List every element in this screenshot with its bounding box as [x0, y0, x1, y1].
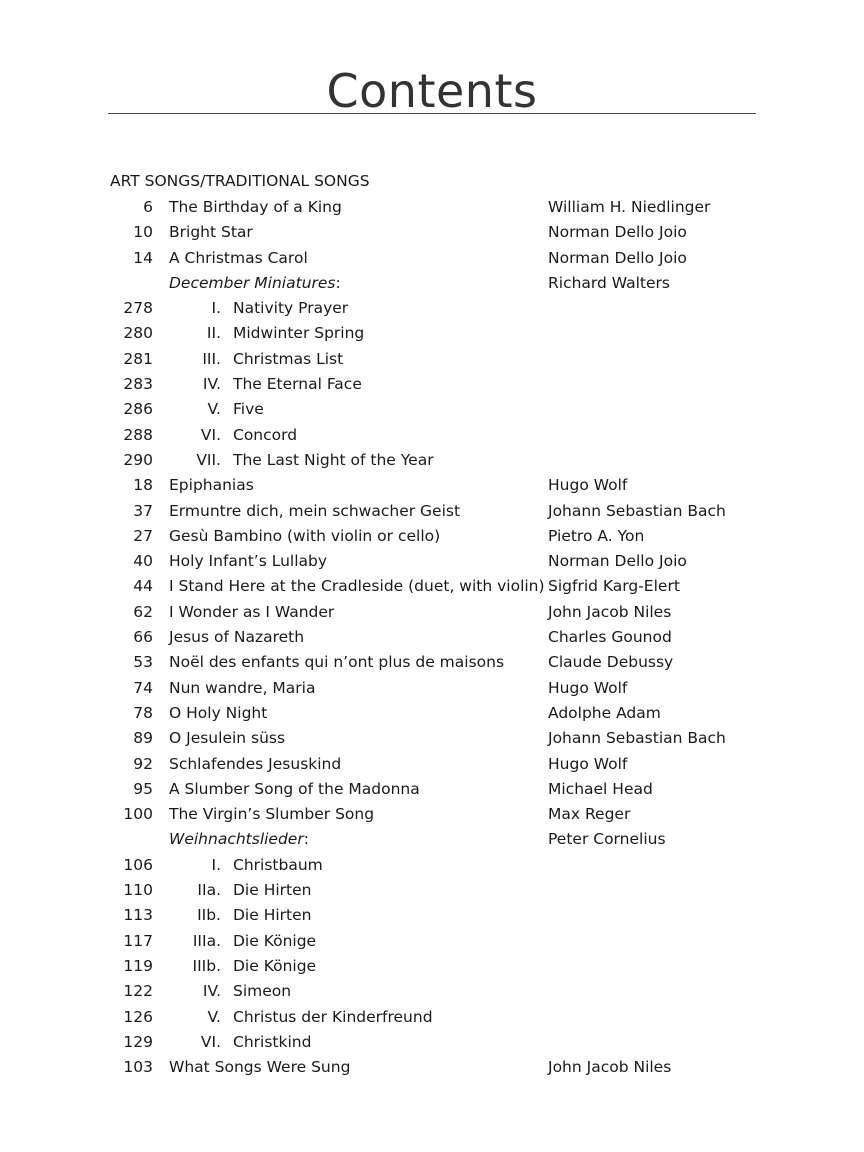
toc-entry[interactable] [0, 879, 864, 904]
toc-title-text: I Stand Here at the Cradleside (duet, with violin) [169, 577, 545, 596]
toc-page-number: 103 [123, 1058, 153, 1077]
toc-title [169, 753, 341, 775]
toc-entry[interactable] [0, 525, 864, 550]
toc-page-number: 40 [133, 552, 153, 571]
toc-movement-title: Christus der Kinderfreund [233, 1007, 433, 1026]
toc-title-suffix: : [335, 273, 341, 292]
toc-movement-title: Nativity Prayer [233, 299, 349, 318]
toc-title [169, 828, 309, 850]
toc-page-number: 62 [133, 602, 153, 621]
toc-movement-number: VI. [200, 425, 221, 444]
toc-composer: Pietro A. Yon [548, 526, 645, 545]
toc-page-number: 122 [123, 982, 153, 1001]
toc-entry[interactable] [0, 398, 864, 423]
toc-title [169, 651, 504, 673]
toc-movement-number: II. [206, 324, 221, 343]
toc-entry[interactable] [0, 854, 864, 879]
toc-movement-title: The Last Night of the Year [233, 450, 434, 469]
toc-entry[interactable] [0, 980, 864, 1005]
toc-title [169, 601, 334, 623]
toc-page-number: 283 [123, 375, 153, 394]
toc-page-number: 129 [123, 1032, 153, 1051]
toc-page-number: 74 [133, 678, 153, 697]
toc-movement-number: VI. [200, 1032, 221, 1051]
toc-entry[interactable] [0, 373, 864, 398]
toc-title-text: Jesus of Nazareth [169, 628, 305, 647]
toc-movement-number: I. [211, 855, 221, 874]
toc-composer: Sigfrid Karg-Elert [548, 577, 680, 596]
toc-page-number: 106 [123, 855, 153, 874]
toc-composer: Charles Gounod [548, 628, 672, 647]
toc-composer: Norman Dello Joio [548, 552, 687, 571]
toc-page-number: 113 [123, 906, 153, 925]
toc-entry[interactable] [0, 297, 864, 322]
toc-entry[interactable] [0, 803, 864, 828]
toc-page-number: 290 [123, 450, 153, 469]
toc-entry[interactable] [0, 424, 864, 449]
toc-title [169, 702, 267, 724]
toc-title [169, 727, 285, 749]
toc-title [169, 1056, 350, 1078]
toc-entry[interactable] [0, 727, 864, 752]
toc-title [169, 778, 420, 800]
toc-title-text: Schlafendes Jesuskind [169, 754, 342, 773]
toc-title-text: What Songs Were Sung [169, 1058, 351, 1077]
toc-entry[interactable] [0, 955, 864, 980]
toc-page-number: 119 [123, 956, 153, 975]
toc-entry[interactable] [0, 626, 864, 651]
toc-movement-title: The Eternal Face [233, 375, 362, 394]
toc-movement-title: Die Könige [233, 931, 317, 950]
toc-entry[interactable] [0, 575, 864, 600]
toc-title-text: Gesù Bambino (with violin or cello) [169, 526, 441, 545]
toc-page-number: 126 [123, 1007, 153, 1026]
toc-composer: Michael Head [548, 779, 653, 798]
toc-movement-number: III. [202, 349, 221, 368]
toc-title [169, 500, 460, 522]
toc-page-number: 280 [123, 324, 153, 343]
toc-entry[interactable] [0, 449, 864, 474]
toc-title-text: Weihnachtslieder [169, 830, 304, 849]
toc-entry[interactable] [0, 753, 864, 778]
toc-composer: Norman Dello Joio [548, 223, 687, 242]
toc-page-number: 288 [123, 425, 153, 444]
toc-title [169, 221, 253, 243]
toc-page-number: 18 [133, 476, 153, 495]
toc-title-text: Nun wandre, Maria [169, 678, 316, 697]
toc-page-number: 66 [133, 628, 153, 647]
toc-movement-title: Concord [233, 425, 298, 444]
toc-composer: John Jacob Niles [548, 1058, 672, 1077]
toc-title-text: O Jesulein süss [169, 729, 286, 748]
toc-entry[interactable] [0, 247, 864, 272]
toc-page-number: 110 [123, 881, 153, 900]
toc-title-suffix: : [303, 830, 309, 849]
toc-title-text: Ermuntre dich, mein schwacher Geist [169, 501, 461, 520]
toc-title-text: The Virgin’s Slumber Song [169, 805, 375, 824]
toc-composer: Max Reger [548, 805, 631, 824]
page-title: Contents [326, 64, 538, 118]
toc-composer: Norman Dello Joio [548, 248, 687, 267]
toc-entry[interactable] [0, 651, 864, 676]
toc-entry[interactable] [0, 601, 864, 626]
toc-movement-number: V. [207, 1007, 221, 1026]
toc-title [169, 626, 304, 648]
toc-movement-title: Five [233, 400, 264, 419]
toc-movement-number: V. [207, 400, 221, 419]
toc-composer: Peter Cornelius [548, 830, 666, 849]
toc-composer: Claude Debussy [548, 653, 674, 672]
toc-entry[interactable] [0, 348, 864, 373]
toc-movement-number: IV. [202, 982, 221, 1001]
toc-composer: Hugo Wolf [548, 476, 628, 495]
toc-title [169, 575, 545, 597]
toc-entry[interactable] [0, 474, 864, 499]
toc-composer: William H. Niedlinger [548, 198, 711, 216]
toc-entry[interactable] [0, 221, 864, 246]
toc-composer: John Jacob Niles [548, 602, 672, 621]
toc-entry[interactable] [0, 550, 864, 575]
toc-composer: Hugo Wolf [548, 754, 628, 773]
toc-composer: Johann Sebastian Bach [548, 501, 726, 520]
toc-title-text: O Holy Night [169, 703, 268, 722]
toc-movement-number: IIb. [197, 906, 221, 925]
toc-composer: Adolphe Adam [548, 703, 661, 722]
toc-movement-title: Christkind [233, 1032, 312, 1051]
toc-page-number: 278 [123, 299, 153, 318]
toc-entry[interactable] [0, 904, 864, 929]
toc-title-text: The Birthday of a King [169, 198, 342, 216]
toc-entry[interactable] [0, 322, 864, 347]
toc-page-number: 95 [133, 779, 153, 798]
toc-entry[interactable] [0, 778, 864, 803]
toc-page-number: 6 [143, 198, 153, 216]
toc-title-text: A Slumber Song of the Madonna [169, 779, 420, 798]
toc-page-number: 286 [123, 400, 153, 419]
toc-title [169, 677, 315, 699]
toc-composer: Johann Sebastian Bach [548, 729, 726, 748]
toc-page-number: 117 [123, 931, 153, 950]
toc-page-number: 92 [133, 754, 153, 773]
toc-movement-number: IIa. [197, 881, 221, 900]
toc-title [169, 525, 440, 547]
toc-entry[interactable] [0, 702, 864, 727]
toc-title [169, 474, 254, 496]
toc-entry[interactable] [0, 1006, 864, 1031]
toc-entry[interactable] [0, 272, 864, 297]
toc-page-number: 27 [133, 526, 153, 545]
toc-page-number: 100 [123, 805, 153, 824]
toc-title [169, 550, 327, 572]
toc-title-text: December Miniatures [169, 273, 336, 292]
toc-entry[interactable] [0, 930, 864, 955]
toc-movement-title: Simeon [233, 982, 292, 1001]
toc-title-text: A Christmas Carol [169, 248, 308, 267]
toc-movement-title: Die Hirten [233, 881, 312, 900]
toc-movement-number: I. [211, 299, 221, 318]
toc-entry[interactable] [0, 500, 864, 525]
toc-page-number: 10 [133, 223, 153, 242]
table-of-contents [0, 196, 864, 1081]
title-divider [108, 113, 756, 114]
toc-movement-number: IIIb. [192, 956, 221, 975]
toc-page-number: 78 [133, 703, 153, 722]
toc-movement-title: Christbaum [233, 855, 323, 874]
toc-page-number: 44 [133, 577, 153, 596]
toc-movement-number: IV. [202, 375, 221, 394]
toc-movement-number: IIIa. [192, 931, 221, 950]
toc-title-text: I Wonder as I Wander [169, 602, 335, 621]
toc-entry[interactable] [0, 1031, 864, 1056]
section-heading: ART SONGS/TRADITIONAL SONGS [110, 172, 370, 190]
toc-entry[interactable] [0, 828, 864, 853]
toc-movement-number: VII. [196, 450, 221, 469]
toc-entry[interactable] [0, 196, 864, 221]
toc-page-number: 14 [133, 248, 153, 267]
toc-movement-title: Die Hirten [233, 906, 312, 925]
toc-composer: Hugo Wolf [548, 678, 628, 697]
toc-title-text: Holy Infant’s Lullaby [169, 552, 328, 571]
toc-title-text: Noël des enfants qui n’ont plus de maisons [169, 653, 505, 672]
toc-composer: Richard Walters [548, 273, 670, 292]
toc-page-number: 281 [123, 349, 153, 368]
toc-entry[interactable] [0, 677, 864, 702]
toc-title [169, 803, 374, 825]
toc-title-text: Epiphanias [169, 476, 254, 495]
toc-entry[interactable] [0, 1056, 864, 1081]
toc-title [169, 196, 342, 218]
toc-title-text: Bright Star [169, 223, 253, 242]
toc-title [169, 247, 308, 269]
toc-movement-title: Midwinter Spring [233, 324, 365, 343]
toc-page-number: 53 [133, 653, 153, 672]
toc-page-number: 89 [133, 729, 153, 748]
toc-movement-title: Die Könige [233, 956, 317, 975]
toc-title [169, 272, 341, 294]
toc-movement-title: Christmas List [233, 349, 344, 368]
toc-page-number: 37 [133, 501, 153, 520]
